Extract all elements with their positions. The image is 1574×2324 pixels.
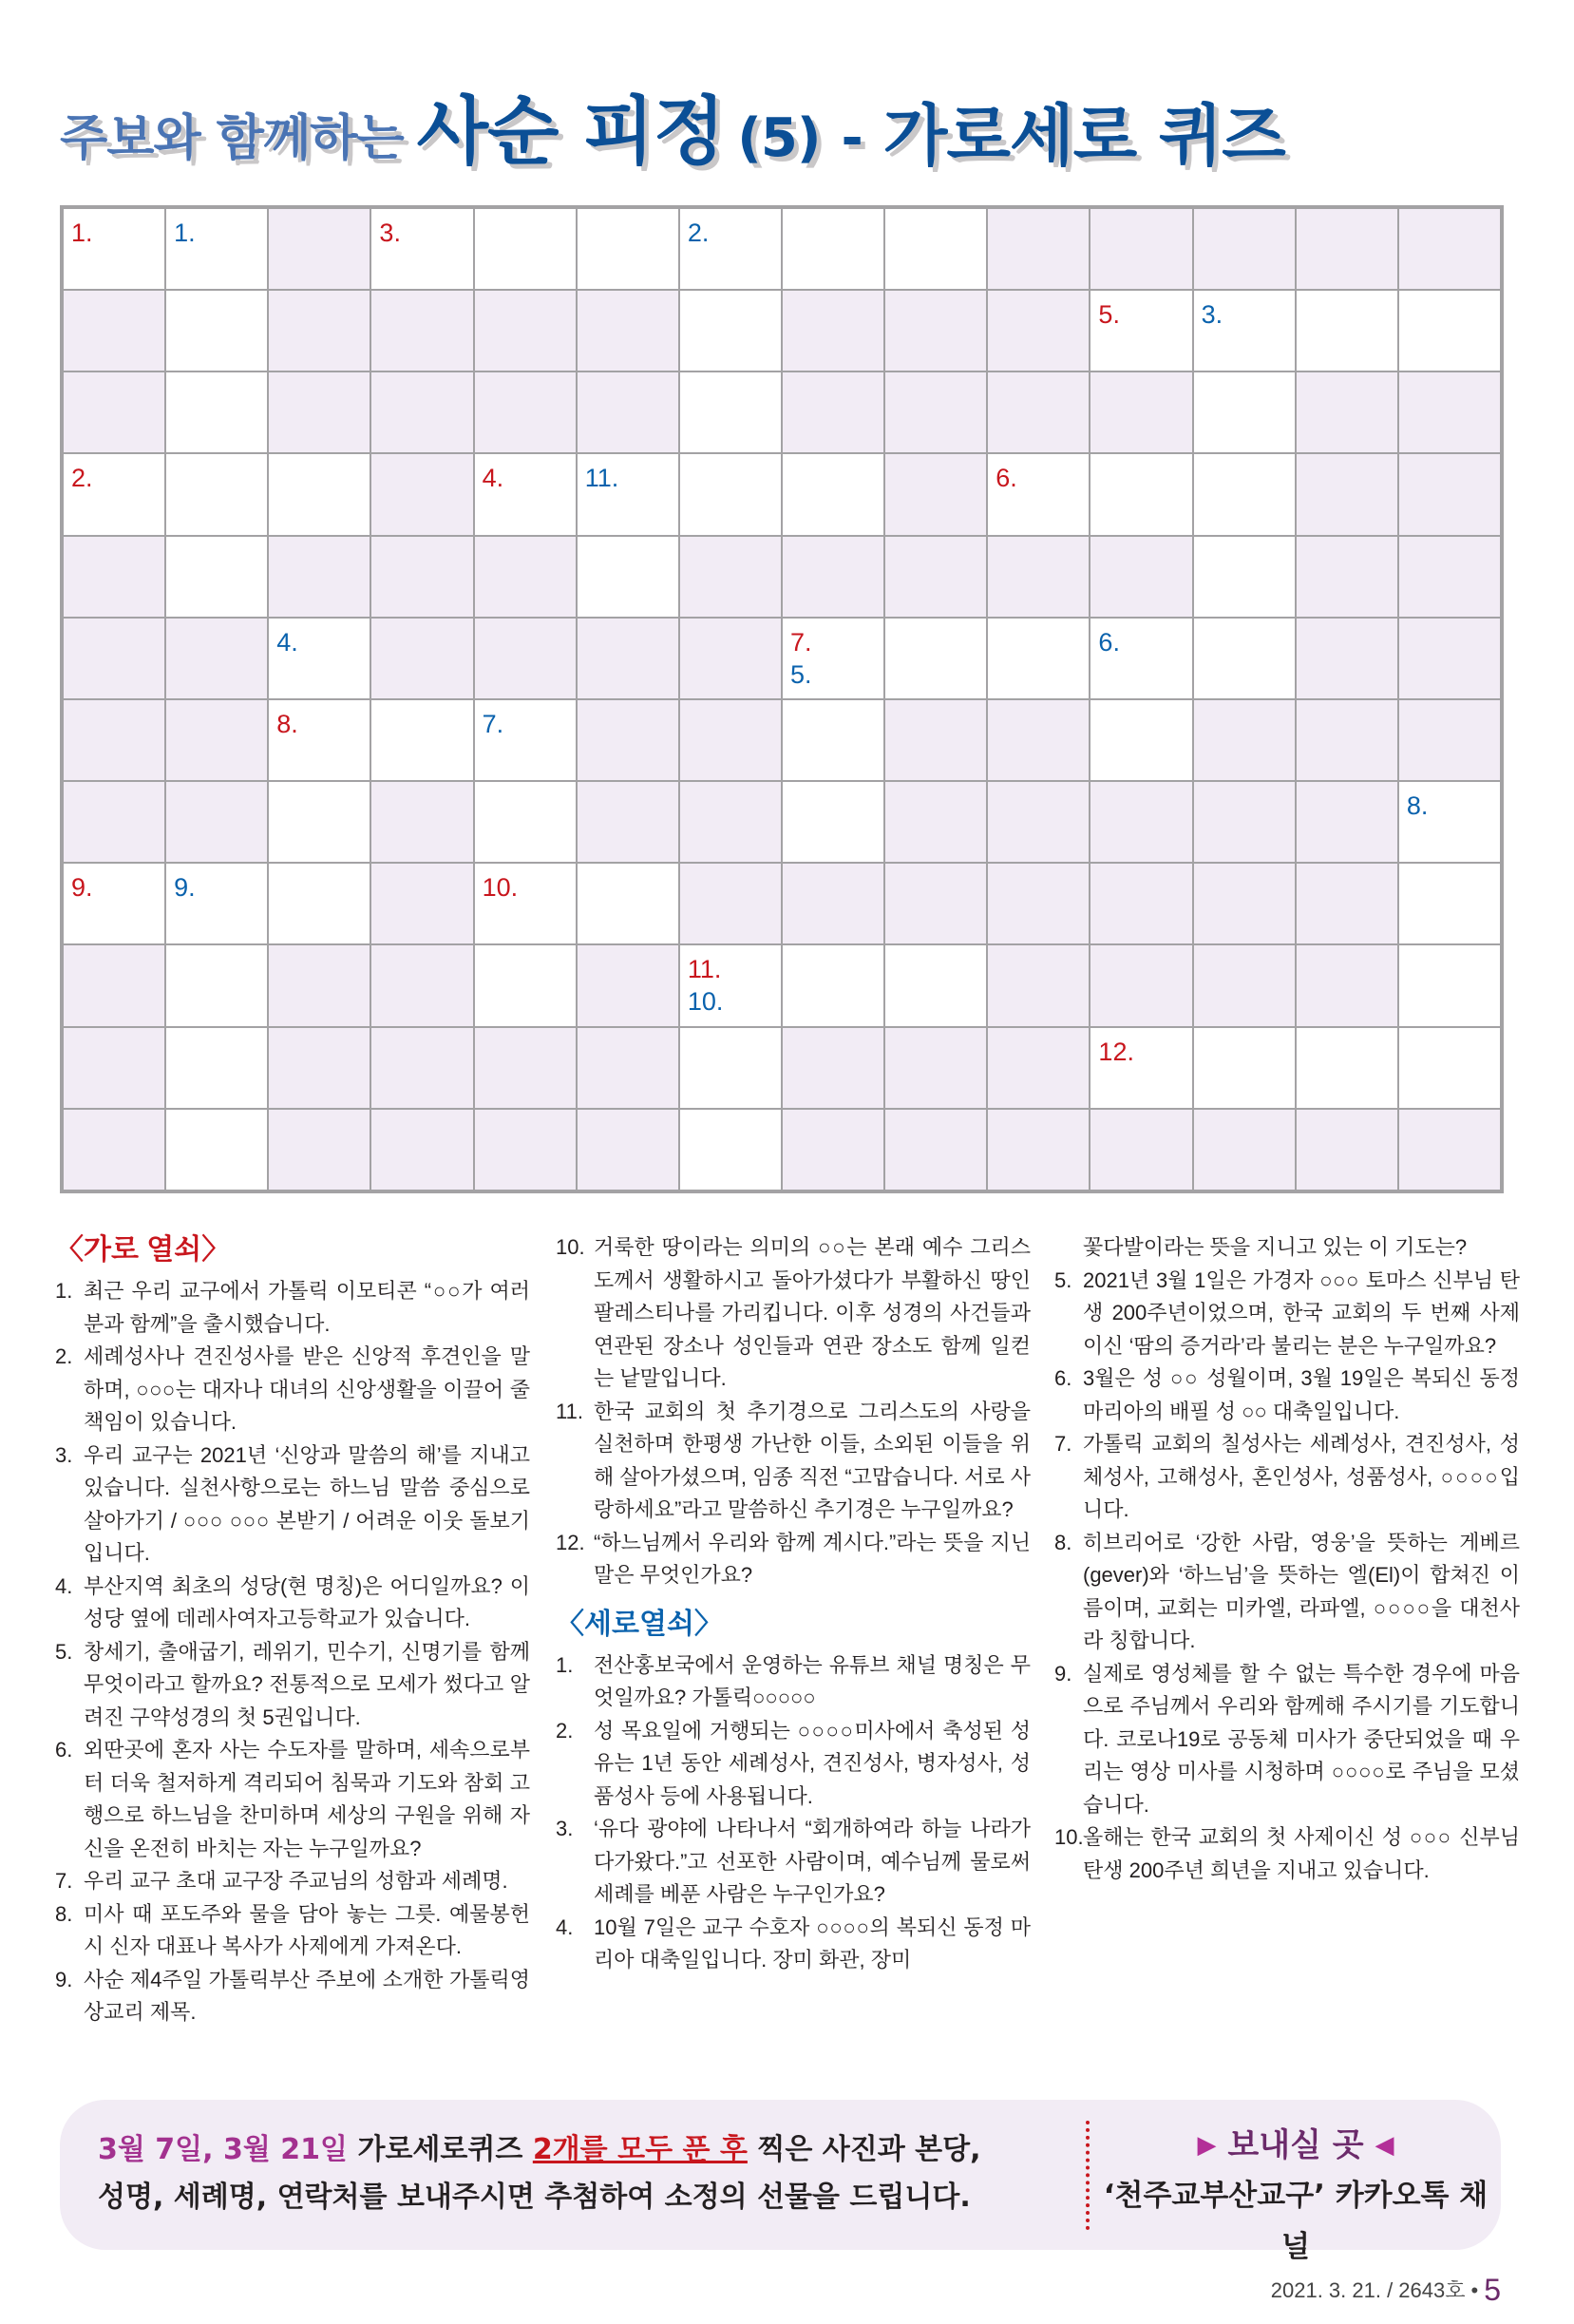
answer-cell[interactable]	[885, 945, 986, 1025]
answer-cell[interactable]	[166, 1028, 267, 1108]
answer-cell[interactable]	[166, 945, 267, 1025]
blank-cell	[988, 700, 1089, 780]
blank-cell	[269, 1028, 370, 1108]
clue-text: 세례성사나 견진성사를 받은 신앙적 후견인을 말하며, ○○○는 대자나 대녀의 신앙생활을 이끌어 줄 책임이 있습니다.	[84, 1344, 530, 1434]
clue-text: 10월 7일은 교구 수호자 ○○○○의 복되신 동정 마리아 대축일입니다. 장미 화관, 장미	[594, 1914, 1031, 1972]
clue-text: 우리 교구는 2021년 ‘신앙과 말씀의 해’를 지내고 있습니다. 실천사항으로는 하느님 말씀 중심으로 살아가기 / ○○○ ○○○ 본받기 / 어려운 이웃 돌보기 입니다.	[84, 1442, 530, 1565]
clue-number: 10.	[556, 1235, 585, 1259]
title-prefix: 주보와 함께하는	[60, 110, 404, 167]
across-clue	[55, 1275, 530, 1341]
clue-number-across: 8.	[276, 709, 298, 738]
down-clue	[1054, 1428, 1520, 1527]
clue-number: 8.	[1054, 1530, 1072, 1554]
blank-cell	[680, 537, 781, 617]
clue-number	[1054, 1231, 1083, 1265]
blank-cell	[885, 372, 986, 452]
blank-cell	[475, 291, 576, 371]
blank-cell	[885, 700, 986, 780]
clue-number: 1.	[556, 1652, 574, 1677]
answer-cell[interactable]	[680, 945, 781, 1025]
clue-number-across: 9.	[71, 873, 93, 903]
down-clue	[1054, 1527, 1520, 1658]
blank-cell	[1399, 372, 1500, 452]
blank-cell	[1090, 372, 1191, 452]
clue-text: 한국 교회의 첫 추기경으로 그리스도의 사랑을 실천하며 한평생 가난한 이들, 소외된 이들을 위해 살아가셨으며, 임종 직전 “고맙습니다. 서로 사랑하세요”라고 말씀하신 추기경은 누구일까요?	[594, 1399, 1032, 1521]
answer-cell[interactable]	[783, 945, 883, 1025]
blank-cell	[371, 454, 472, 534]
clue-number-down: 9.	[174, 873, 196, 903]
across-clue	[556, 1527, 1031, 1592]
answer-cell[interactable]	[1090, 700, 1191, 780]
blank-cell	[783, 864, 883, 943]
answer-cell[interactable]	[578, 864, 678, 943]
blank-cell	[64, 1110, 164, 1190]
down-heading: 〈세로열쇠〉	[556, 1608, 723, 1640]
blank-cell	[64, 291, 164, 371]
answer-cell[interactable]	[1090, 454, 1191, 534]
blank-cell	[1090, 537, 1191, 617]
blank-cell	[578, 700, 678, 780]
blank-cell	[578, 291, 678, 371]
blank-cell	[578, 945, 678, 1025]
clue-number-down: 2.	[687, 219, 710, 247]
answer-cell[interactable]	[1090, 1028, 1191, 1108]
submission-banner	[60, 2100, 1501, 2264]
blank-cell	[1399, 619, 1500, 698]
clue-number-down: 1.	[174, 219, 196, 247]
answer-cell[interactable]	[783, 619, 883, 698]
down-clue	[1054, 1821, 1520, 1887]
blank-cell	[1399, 209, 1500, 289]
across-clue	[55, 1865, 530, 1898]
clue-number: 4.	[556, 1914, 574, 1939]
blank-cell	[1297, 1110, 1397, 1190]
blank-cell	[269, 537, 370, 617]
clue-text: 우리 교구 초대 교구장 주교님의 성함과 세례명.	[84, 1869, 508, 1893]
clue-number: 6.	[1054, 1366, 1072, 1390]
clue-number-across: 5.	[1098, 300, 1120, 330]
blank-cell	[1194, 864, 1295, 943]
banner-instructions	[98, 2126, 1057, 2221]
answer-cell[interactable]	[269, 454, 370, 534]
blank-cell	[1090, 1110, 1191, 1190]
answer-cell[interactable]	[1399, 1028, 1500, 1108]
clue-number-across: 4.	[482, 464, 504, 493]
answer-cell[interactable]	[371, 209, 472, 289]
answer-cell[interactable]	[269, 782, 370, 862]
clue-number-down: 11.	[584, 464, 619, 493]
blank-cell	[885, 1110, 986, 1190]
down-clue	[1054, 1362, 1520, 1428]
answer-cell[interactable]	[64, 454, 164, 534]
answer-cell[interactable]	[475, 454, 576, 534]
blank-cell	[475, 372, 576, 452]
answer-cell[interactable]	[166, 537, 267, 617]
blank-cell	[885, 454, 986, 534]
triangle-right-icon: ▶	[1197, 2131, 1217, 2160]
blank-cell	[783, 372, 883, 452]
answer-cell[interactable]	[166, 291, 267, 371]
blank-cell	[166, 782, 267, 862]
blank-cell	[783, 1110, 883, 1190]
blank-cell	[1194, 1110, 1295, 1190]
blank-cell	[64, 1028, 164, 1108]
clue-number: 3.	[556, 1817, 574, 1840]
blank-cell	[1297, 209, 1397, 289]
clue-number-across: 3.	[379, 219, 401, 247]
blank-cell	[64, 945, 164, 1025]
blank-cell	[1194, 945, 1295, 1025]
blank-cell	[1297, 372, 1397, 452]
answer-cell[interactable]	[783, 454, 883, 534]
down-clue	[1054, 1658, 1520, 1822]
answer-cell[interactable]	[166, 209, 267, 289]
blank-cell	[269, 945, 370, 1025]
clues-column-3	[1054, 1231, 1520, 1887]
blank-cell	[371, 945, 472, 1025]
title-dash: -	[841, 107, 863, 169]
down-clue	[1054, 1231, 1520, 1265]
clue-number: 4.	[55, 1573, 73, 1598]
blank-cell	[64, 619, 164, 698]
clue-number-across: 12.	[1098, 1037, 1134, 1066]
blank-cell	[885, 782, 986, 862]
across-clue	[55, 1898, 530, 1964]
answer-cell[interactable]	[269, 864, 370, 943]
blank-cell	[1297, 945, 1397, 1025]
blank-cell	[578, 372, 678, 452]
clue-text: ‘유다 광야에 나타나서 “회개하여라 하늘 나라가 다가왔다.”고 선포한 사람이며, 예수님께 물로써 세례를 베푼 사람은 누구인가요?	[594, 1817, 1031, 1906]
answer-cell[interactable]	[680, 209, 781, 289]
answer-cell[interactable]	[475, 209, 576, 289]
blank-cell	[1090, 864, 1191, 943]
answer-cell[interactable]	[166, 1110, 267, 1190]
blank-cell	[1297, 454, 1397, 534]
blank-cell	[988, 372, 1089, 452]
clue-number-down: 5.	[790, 659, 812, 689]
blank-cell	[1399, 700, 1500, 780]
answer-cell[interactable]	[783, 700, 883, 780]
clue-number-down: 10.	[687, 987, 724, 1017]
clue-text: “하느님께서 우리와 함께 계시다.”라는 뜻을 지닌 말은 무엇인가요?	[594, 1530, 1031, 1587]
clue-text: 2021년 3월 1일은 가경자 ○○○ 토마스 신부님 탄생 200주년이었으며, 한국 교회의 두 번째 사제이신 ‘땀의 증거라’라 불리는 분은 누구일까요?	[1083, 1267, 1520, 1358]
clue-text: 가톨릭 교회의 칠성사는 세례성사, 견진성사, 성체성사, 고해성사, 혼인성사, 성품성사, ○○○○입니다.	[1083, 1432, 1520, 1521]
across-clue	[55, 1734, 530, 1865]
across-clue	[55, 1439, 530, 1571]
down-clue	[556, 1715, 1031, 1814]
blank-cell	[475, 1028, 576, 1108]
blank-cell	[1090, 945, 1191, 1025]
across-clue	[556, 1231, 1031, 1396]
answer-cell[interactable]	[269, 619, 370, 698]
answer-cell[interactable]	[1194, 454, 1295, 534]
across-clue	[55, 1571, 530, 1636]
answer-cell[interactable]	[1090, 291, 1191, 371]
across-clue	[556, 1396, 1031, 1527]
page-footer	[1271, 2273, 1501, 2308]
blank-cell	[988, 945, 1089, 1025]
clues-column-1	[55, 1231, 530, 2029]
blank-cell	[578, 782, 678, 862]
banner-text-2: 찍은 사진과 본당,	[747, 2133, 981, 2166]
blank-cell	[1297, 782, 1397, 862]
answer-cell[interactable]	[578, 209, 678, 289]
blank-cell	[988, 209, 1089, 289]
clue-number-down: 3.	[1201, 300, 1223, 330]
blank-cell	[1297, 864, 1397, 943]
answer-cell[interactable]	[680, 454, 781, 534]
send-to-channel: ‘천주교부산교구’ 카카오톡 채널	[1103, 2179, 1489, 2264]
blank-cell	[269, 291, 370, 371]
answer-cell[interactable]	[64, 864, 164, 943]
clue-number: 7.	[55, 1869, 73, 1893]
answer-cell[interactable]	[475, 782, 576, 862]
clue-number: 7.	[1054, 1432, 1072, 1456]
clue-number-across: 11.	[687, 955, 722, 984]
blank-cell	[475, 537, 576, 617]
clue-number: 5.	[55, 1639, 73, 1664]
crossword-grid	[60, 205, 1504, 1193]
blank-cell	[64, 537, 164, 617]
banner-dates: 3월 7일, 3월 21일	[98, 2133, 349, 2166]
answer-cell[interactable]	[680, 1110, 781, 1190]
blank-cell	[578, 1028, 678, 1108]
down-clue	[556, 1912, 1031, 1977]
clue-number: 9.	[55, 1967, 73, 1991]
dotted-divider	[1086, 2121, 1090, 2230]
answer-cell[interactable]	[1297, 291, 1397, 371]
blank-cell	[988, 291, 1089, 371]
clue-text: 부산지역 최초의 성당(현 명칭)은 어디일까요? 이 성당 옆에 데레사여자고등학교가 있습니다.	[84, 1573, 530, 1630]
blank-cell	[371, 291, 472, 371]
across-clue	[55, 1636, 530, 1735]
across-heading: 〈가로 열쇠〉	[55, 1234, 231, 1266]
clue-number-across: 7.	[790, 627, 812, 657]
answer-cell[interactable]	[1194, 537, 1295, 617]
answer-cell[interactable]	[166, 864, 267, 943]
answer-cell[interactable]	[1194, 1028, 1295, 1108]
answer-cell[interactable]	[371, 700, 472, 780]
blank-cell	[885, 291, 986, 371]
blank-cell	[371, 372, 472, 452]
answer-cell[interactable]	[885, 619, 986, 698]
blank-cell	[988, 782, 1089, 862]
title-number: (5)	[737, 107, 821, 169]
title-suffix: 가로세로 퀴즈	[882, 97, 1285, 175]
clue-text: 미사 때 포도주와 물을 담아 놓는 그릇. 예물봉헌 시 신자 대표나 복사가 사제에게 가져온다.	[84, 1901, 530, 1958]
answer-cell[interactable]	[166, 372, 267, 452]
blank-cell	[1090, 209, 1191, 289]
blank-cell	[269, 372, 370, 452]
clue-text: 성 목요일에 거행되는 ○○○○미사에서 축성된 성유는 1년 동안 세례성사, 견진성사, 병자성사, 성품성사 등에 사용됩니다.	[594, 1718, 1031, 1808]
clue-text: 히브리어로 ‘강한 사람, 영웅’을 뜻하는 게베르(gever)와 ‘하느님’을 뜻하는 엘(El)이 합쳐진 이름이며, 교회는 미카엘, 라파엘, ○○○○을 대천사라 칭합니다.	[1083, 1530, 1520, 1652]
down-clue	[1054, 1265, 1520, 1363]
answer-cell[interactable]	[988, 454, 1089, 534]
clue-number: 8.	[55, 1901, 73, 1926]
clue-number: 9.	[1054, 1661, 1072, 1686]
triangle-left-icon: ◀	[1375, 2131, 1394, 2160]
clue-number: 3.	[55, 1442, 73, 1467]
blank-cell	[885, 1028, 986, 1108]
answer-cell[interactable]	[1399, 291, 1500, 371]
issue-date: 2021. 3. 21. / 2643호	[1270, 2278, 1466, 2302]
blank-cell	[371, 537, 472, 617]
blank-cell	[1194, 782, 1295, 862]
answer-cell[interactable]	[578, 454, 678, 534]
answer-cell[interactable]	[783, 209, 883, 289]
blank-cell	[269, 1110, 370, 1190]
clue-number: 1.	[55, 1279, 73, 1303]
answer-cell[interactable]	[885, 209, 986, 289]
answer-cell[interactable]	[1399, 864, 1500, 943]
banner-text-1: 가로세로퀴즈	[348, 2133, 533, 2166]
blank-cell	[578, 619, 678, 698]
clue-number-across: 10.	[482, 873, 519, 903]
blank-cell	[371, 864, 472, 943]
blank-cell	[1399, 537, 1500, 617]
clue-number: 10.	[1054, 1825, 1084, 1849]
blank-cell	[680, 864, 781, 943]
blank-cell	[988, 1028, 1089, 1108]
clues-column-2	[556, 1231, 1031, 1977]
blank-cell	[1399, 454, 1500, 534]
clue-text: 실제로 영성체를 할 수 없는 특수한 경우에 마음으로 주님께서 우리와 함께해 주시기를 기도합니다. 코로나19로 공동체 미사가 중단되었을 때 우리는 영상 미사를 시청하며 ○○○○로 주님을 모셨습니다.	[1083, 1661, 1520, 1817]
blank-cell	[783, 537, 883, 617]
clue-number-down: 7.	[482, 709, 504, 738]
answer-cell[interactable]	[680, 372, 781, 452]
blank-cell	[1090, 782, 1191, 862]
answer-cell[interactable]	[988, 619, 1089, 698]
page-title	[60, 84, 1285, 175]
blank-cell	[371, 1028, 472, 1108]
answer-cell[interactable]	[166, 454, 267, 534]
clue-text: 꽃다발이라는 뜻을 지니고 있는 이 기도는?	[1083, 1235, 1468, 1259]
answer-cell[interactable]	[783, 782, 883, 862]
clue-number: 12.	[556, 1530, 585, 1554]
clue-number: 11.	[556, 1399, 583, 1423]
answer-cell[interactable]	[1399, 782, 1500, 862]
clue-text: 3월은 성 ○○ 성월이며, 3월 19일은 복되신 동정 마리아의 배필 성 ○○ 대축일입니다.	[1083, 1366, 1520, 1423]
blank-cell	[475, 1110, 576, 1190]
clue-text: 창세기, 출애굽기, 레위기, 민수기, 신명기를 함께 무엇이라고 할까요? 전통적으로 모세가 썼다고 알려진 구약성경의 첫 5권입니다.	[84, 1639, 530, 1729]
answer-cell[interactable]	[680, 291, 781, 371]
page-number: 5	[1484, 2273, 1501, 2307]
banner-line-2: 성명, 세례명, 연락처를 보내주시면 추첨하여 소정의 선물을 드립니다.	[98, 2181, 971, 2214]
answer-cell[interactable]	[475, 945, 576, 1025]
blank-cell	[1194, 700, 1295, 780]
answer-cell[interactable]	[680, 1028, 781, 1108]
banner-highlight: 2개를 모두 푼 후	[532, 2133, 748, 2166]
blank-cell	[783, 1028, 883, 1108]
blank-cell	[1194, 209, 1295, 289]
blank-cell	[988, 864, 1089, 943]
blank-cell	[475, 619, 576, 698]
clue-number-down: 8.	[1406, 791, 1429, 821]
blank-cell	[578, 1110, 678, 1190]
clue-text: 전산홍보국에서 운영하는 유튜브 채널 명칭은 무엇일까요? 가톨릭○○○○○	[594, 1652, 1031, 1709]
blank-cell	[1297, 537, 1397, 617]
blank-cell	[64, 700, 164, 780]
blank-cell	[64, 782, 164, 862]
answer-cell[interactable]	[578, 537, 678, 617]
blank-cell	[783, 291, 883, 371]
blank-cell	[166, 619, 267, 698]
down-clue	[556, 1813, 1031, 1912]
answer-cell[interactable]	[1297, 1028, 1397, 1108]
blank-cell	[371, 782, 472, 862]
clue-text: 올해는 한국 교회의 첫 사제이신 성 ○○○ 신부님 탄생 200주년 희년을 지내고 있습니다.	[1083, 1825, 1520, 1882]
blank-cell	[269, 209, 370, 289]
blank-cell	[1399, 1110, 1500, 1190]
blank-cell	[680, 782, 781, 862]
blank-cell	[1297, 619, 1397, 698]
answer-cell[interactable]	[64, 209, 164, 289]
blank-cell	[988, 537, 1089, 617]
clue-number-down: 6.	[1098, 627, 1120, 657]
answer-cell[interactable]	[1194, 372, 1295, 452]
blank-cell	[988, 1110, 1089, 1190]
clue-number-across: 1.	[71, 219, 93, 247]
clue-number-across: 2.	[71, 464, 93, 493]
answer-cell[interactable]	[1194, 291, 1295, 371]
clue-text: 외딴곳에 혼자 사는 수도자를 말하며, 세속으로부터 더욱 철저하게 격리되어 침묵과 기도와 참회 고행으로 하느님을 찬미하며 세상의 구원을 위해 자신을 온전히 바치는 자는 누구일까요?	[84, 1738, 530, 1860]
blank-cell	[885, 864, 986, 943]
send-to-box	[1090, 2121, 1501, 2273]
across-clue	[55, 1341, 530, 1439]
title-main: 사순 피정	[416, 89, 725, 175]
answer-cell[interactable]	[1399, 945, 1500, 1025]
blank-cell	[680, 619, 781, 698]
answer-cell[interactable]	[475, 864, 576, 943]
clue-text: 사순 제4주일 가톨릭부산 주보에 소개한 가톨릭영상교리 제목.	[84, 1967, 530, 2024]
answer-cell[interactable]	[475, 700, 576, 780]
blank-cell	[885, 537, 986, 617]
clue-text: 최근 우리 교구에서 가톨릭 이모티콘 “○○가 여러분과 함께”을 출시했습니다.	[84, 1279, 530, 1336]
clue-number: 6.	[55, 1738, 73, 1762]
answer-cell[interactable]	[1090, 619, 1191, 698]
clue-text: 거룩한 땅이라는 의미의 ○○는 본래 예수 그리스도께서 생활하시고 돌아가셨다가 부활하신 땅인 팔레스티나를 가리킵니다. 이후 성경의 사건들과 연관된 장소나 성인들과 연관 장소도 함께 일컫는 낱말입니다.	[594, 1235, 1031, 1390]
blank-cell	[371, 1110, 472, 1190]
blank-cell	[680, 700, 781, 780]
blank-cell	[1297, 700, 1397, 780]
answer-cell[interactable]	[1194, 619, 1295, 698]
blank-cell	[371, 619, 472, 698]
down-clue	[556, 1649, 1031, 1715]
clue-number: 2.	[55, 1344, 73, 1368]
clue-number: 2.	[556, 1718, 574, 1743]
blank-cell	[166, 700, 267, 780]
clue-number-across: 6.	[996, 464, 1017, 493]
clue-number-down: 4.	[276, 627, 298, 657]
across-clue	[55, 1964, 530, 2029]
bullet-icon: •	[1470, 2278, 1479, 2302]
blank-cell	[64, 372, 164, 452]
send-heading: 보내실 곳	[1227, 2126, 1364, 2164]
clue-number: 5.	[1054, 1267, 1072, 1292]
answer-cell[interactable]	[269, 700, 370, 780]
